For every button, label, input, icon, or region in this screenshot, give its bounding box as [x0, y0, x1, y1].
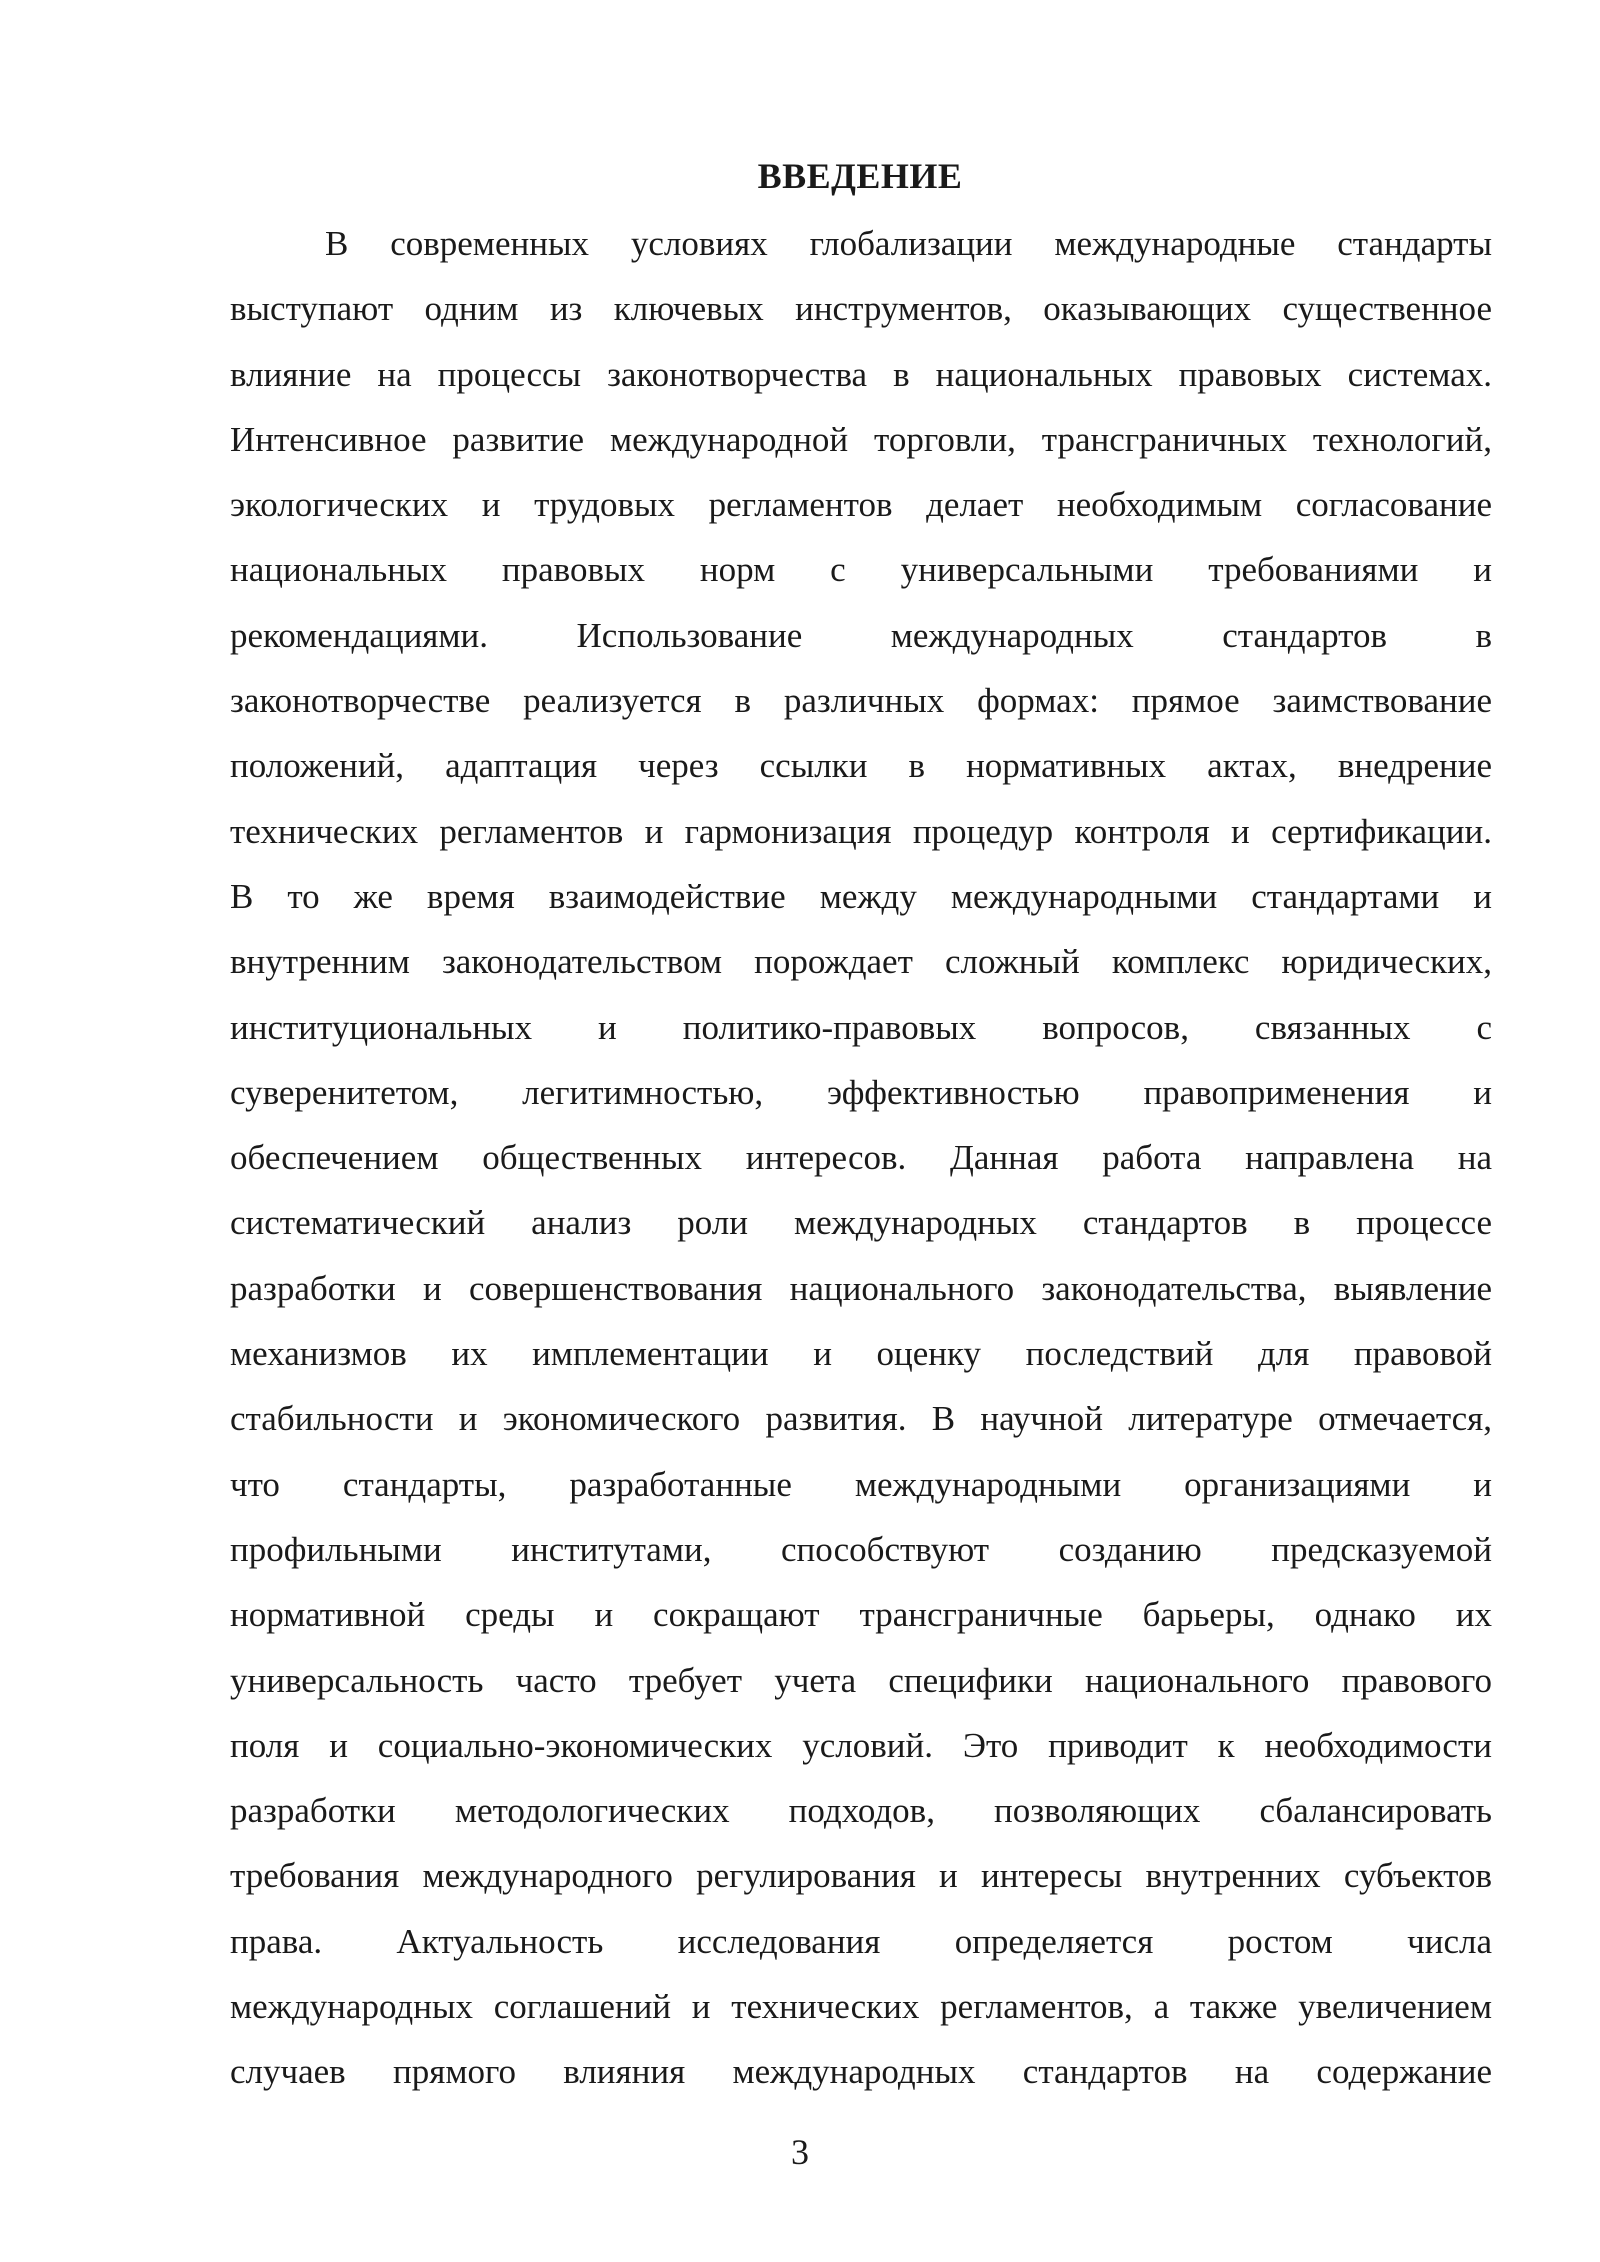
text-line: влияние на процессы законотворчества в национальных правовых системах. [230, 354, 1492, 394]
text-line: институциональных и политико-правовых вопросов, связанных с [230, 1007, 1492, 1047]
text-line: нормативной среды и сокращают трансграничные барьеры, однако их [230, 1595, 1492, 1635]
text-line: профильными институтами, способствуют созданию предсказуемой [230, 1529, 1492, 1569]
text-line: положений, адаптация через ссылки в нормативных актах, внедрение [230, 746, 1492, 786]
text-line: международных соглашений и технических регламентов, а также увеличением [230, 1987, 1492, 2027]
text-line: внутренним законодательством порождает сложный комплекс юридических, [230, 942, 1492, 982]
text-line: стабильности и экономического развития. В научной литературе отмечается, [230, 1399, 1492, 1439]
text-line: систематический анализ роли международных стандартов в процессе [230, 1203, 1492, 1243]
text-line: поля и социально-экономических условий. Это приводит к необходимости [230, 1725, 1492, 1765]
section-heading: ВВЕДЕНИЕ [757, 156, 963, 196]
text-line: обеспечением общественных интересов. Данная работа направлена на [230, 1138, 1492, 1178]
text-line: В современных условиях глобализации международные стандарты [325, 224, 1492, 263]
text-line: требования международного регулирования и интересы внутренних субъектов [230, 1856, 1492, 1896]
body-paragraph [230, 211, 1492, 2105]
text-line: что стандарты, разработанные международными организациями и [230, 1464, 1492, 1504]
text-line: рекомендациями. Использование международных стандартов в [230, 615, 1492, 655]
text-line: выступают одним из ключевых инструментов, оказывающих существенное [230, 289, 1492, 329]
text-line: В то же время взаимодействие между международными стандартами и [230, 876, 1492, 916]
text-line: универсальность часто требует учета специфики национального правового [230, 1660, 1492, 1700]
text-line: технических регламентов и гармонизация процедур контроля и сертификации. [230, 811, 1492, 851]
text-line: разработки и совершенствования национального законодательства, выявление [230, 1268, 1492, 1308]
page-number: 3 [791, 2132, 809, 2172]
text-line: суверенитетом, легитимностью, эффективностью правоприменения и [230, 1072, 1492, 1112]
text-line: механизмов их имплементации и оценку последствий для правовой [230, 1334, 1492, 1374]
text-line: экологических и трудовых регламентов делает необходимым согласование [230, 485, 1492, 525]
text-line: права. Актуальность исследования определяется ростом числа [230, 1921, 1492, 1961]
text-line: случаев прямого влияния международных стандартов на содержание [230, 2052, 1492, 2092]
text-line: Интенсивное развитие международной торговли, трансграничных технологий, [230, 419, 1492, 459]
text-line: законотворчестве реализуется в различных формах: прямое заимствование [230, 681, 1492, 721]
text-line: национальных правовых норм с универсальными требованиями и [230, 550, 1492, 590]
text-line: разработки методологических подходов, позволяющих сбалансировать [230, 1791, 1492, 1831]
